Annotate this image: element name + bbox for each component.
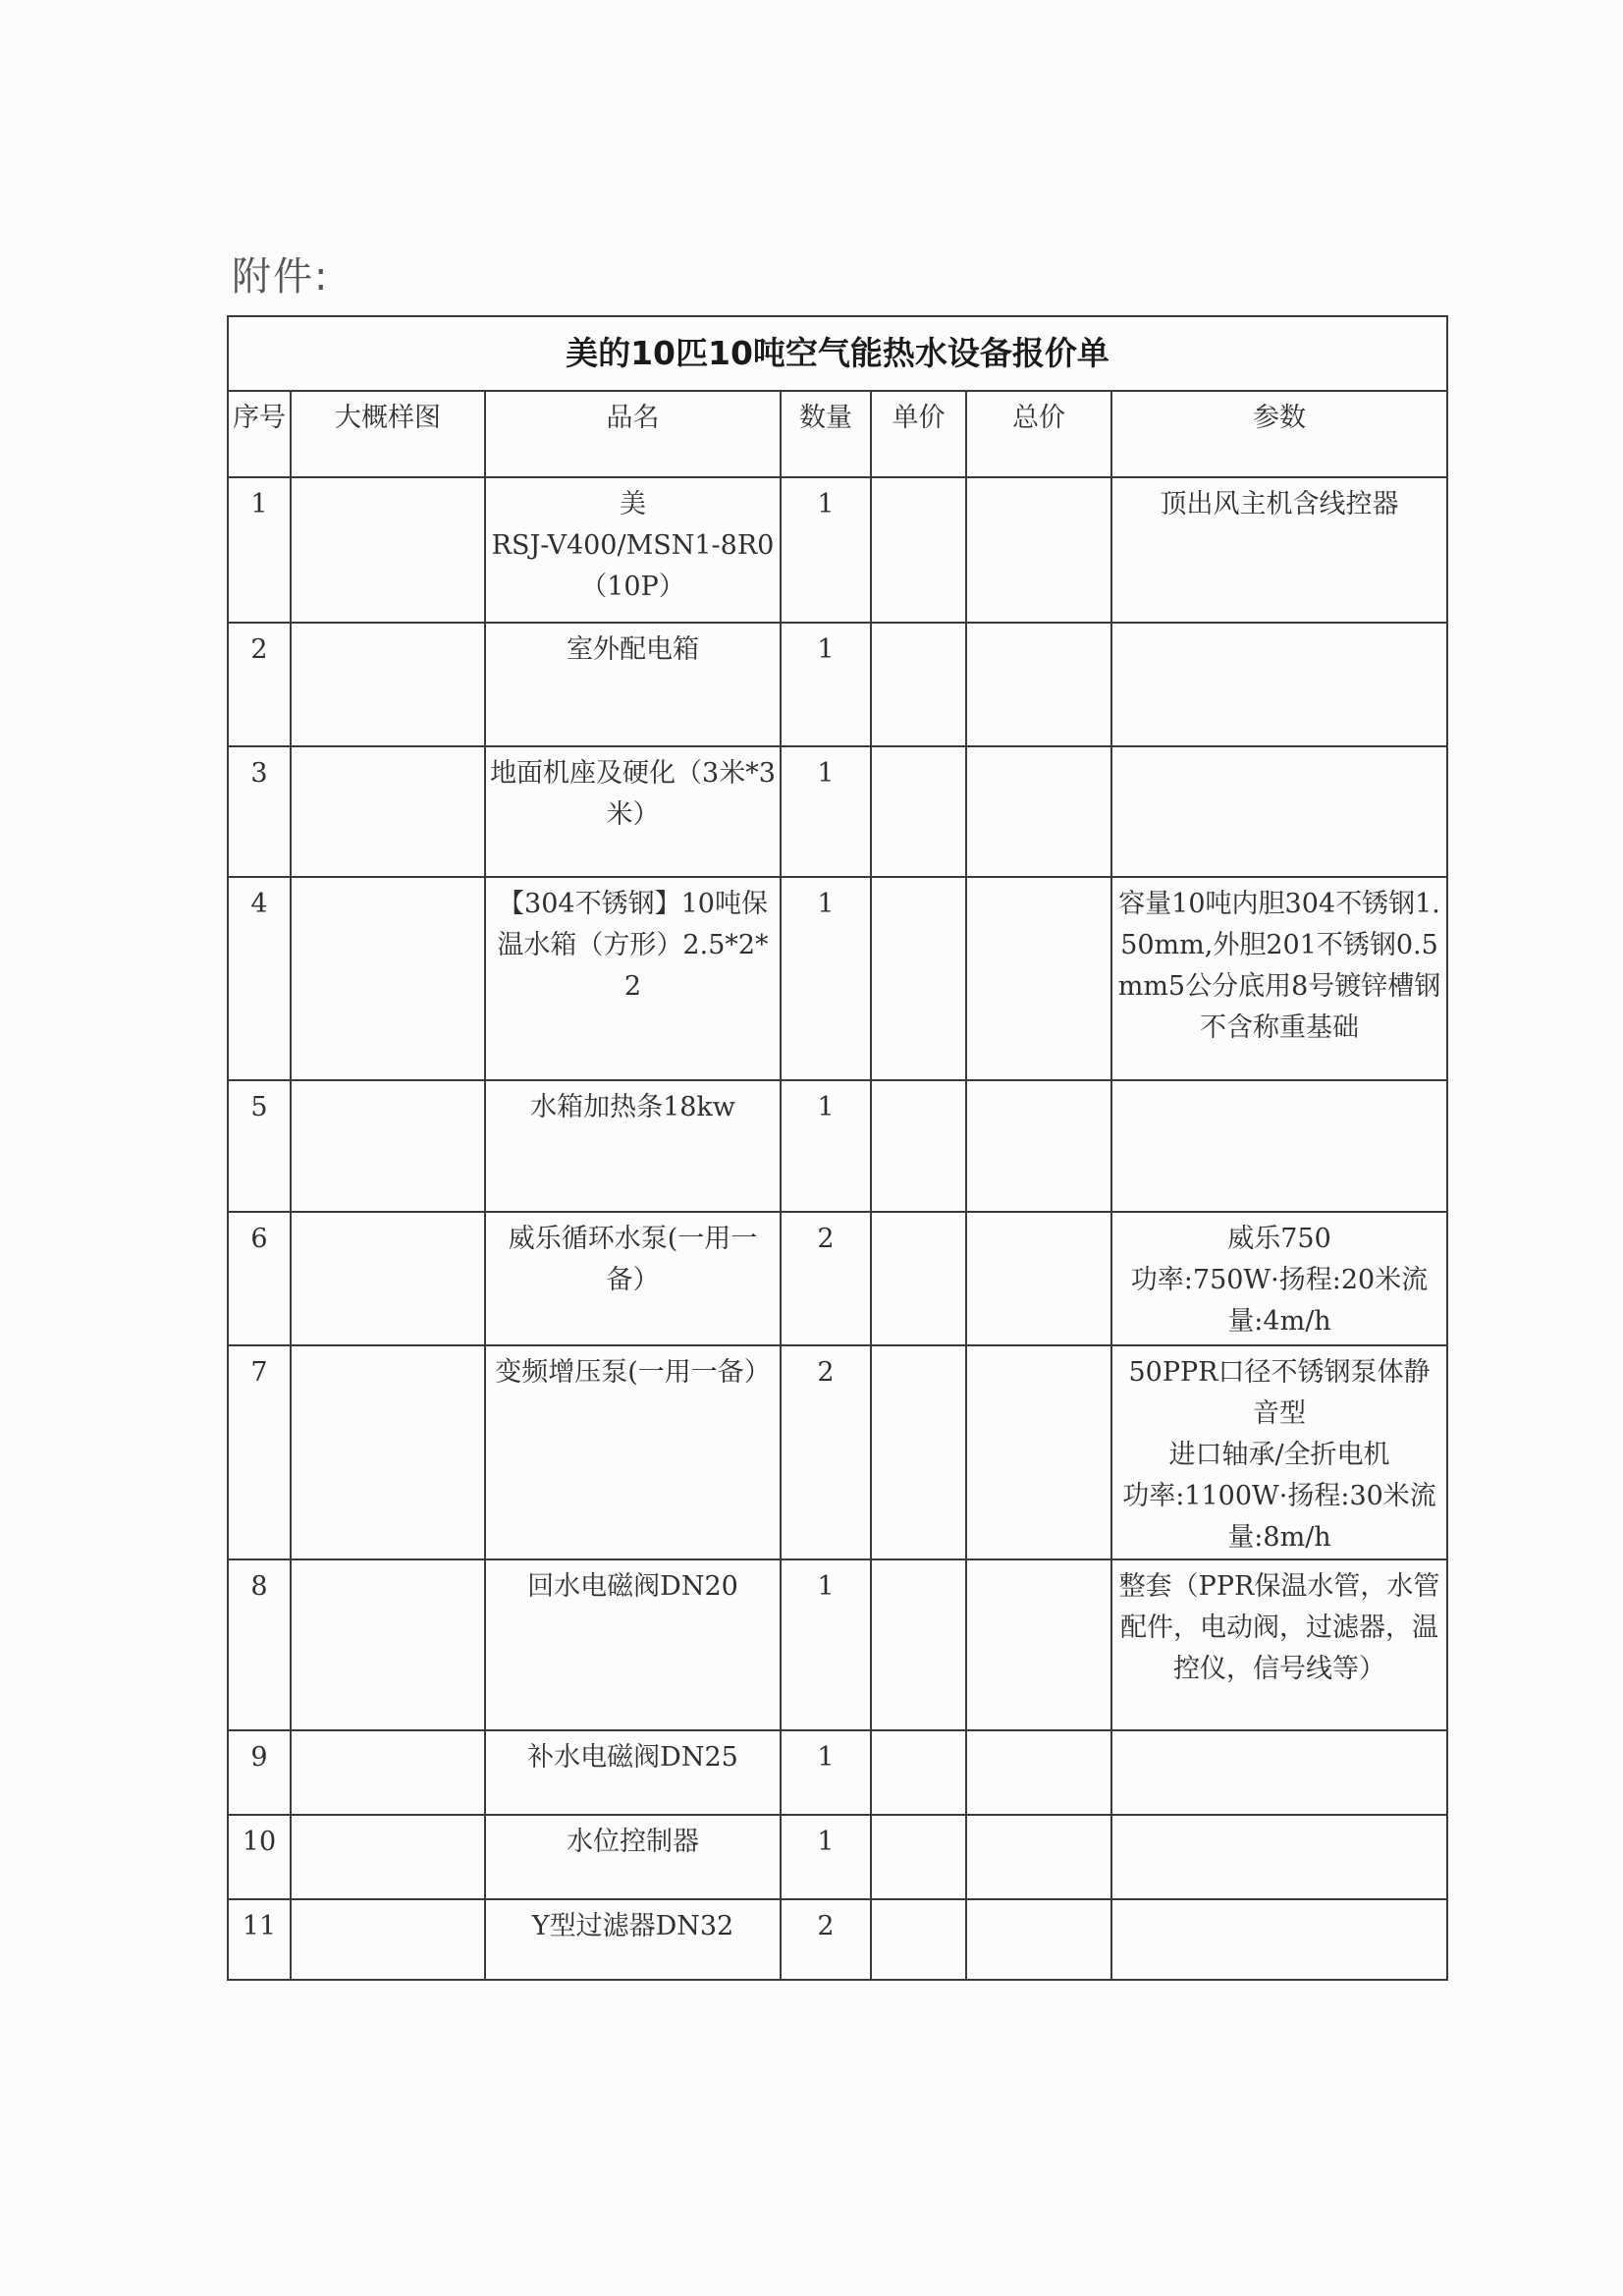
- cell-params: 50PPR口径不锈钢泵体静音型 进口轴承/全折电机 功率:1100W·扬程:30米流量:8m/h: [1111, 1345, 1447, 1559]
- cell-seq: 1: [228, 477, 291, 623]
- cell-qty: 2: [781, 1212, 871, 1345]
- cell-name: 补水电磁阀DN25: [485, 1730, 781, 1815]
- cell-unit-price: [871, 1559, 966, 1730]
- cell-total-price: [966, 1559, 1111, 1730]
- cell-image: [291, 477, 485, 623]
- table-row: [228, 1345, 1447, 1559]
- quotation-table: [227, 315, 1448, 1981]
- cell-name: 水位控制器: [485, 1815, 781, 1899]
- table-title: 美的10匹10吨空气能热水设备报价单: [228, 316, 1447, 391]
- cell-name: 地面机座及硬化（3米*3米）: [485, 746, 781, 877]
- cell-qty: 1: [781, 477, 871, 623]
- cell-name: 水箱加热条18kw: [485, 1080, 781, 1212]
- cell-unit-price: [871, 477, 966, 623]
- cell-qty: 1: [781, 746, 871, 877]
- cell-seq: 3: [228, 746, 291, 877]
- cell-params: [1111, 623, 1447, 746]
- cell-seq: 11: [228, 1899, 291, 1980]
- cell-qty: 1: [781, 1080, 871, 1212]
- cell-name: 回水电磁阀DN20: [485, 1559, 781, 1730]
- header-row: [228, 391, 1447, 477]
- cell-unit-price: [871, 1080, 966, 1212]
- cell-unit-price: [871, 1815, 966, 1899]
- cell-seq: 5: [228, 1080, 291, 1212]
- cell-qty: 2: [781, 1899, 871, 1980]
- table-row: [228, 623, 1447, 746]
- attachment-label: 附件:: [232, 254, 330, 300]
- cell-qty: 1: [781, 1559, 871, 1730]
- header-total-price: 总价: [966, 391, 1111, 477]
- header-seq: 序号: [228, 391, 291, 477]
- table-row: [228, 877, 1447, 1080]
- table-row: [228, 1212, 1447, 1345]
- table-row: [228, 477, 1447, 623]
- cell-params: 顶出风主机含线控器: [1111, 477, 1447, 623]
- cell-qty: 1: [781, 623, 871, 746]
- cell-unit-price: [871, 623, 966, 746]
- cell-total-price: [966, 1212, 1111, 1345]
- cell-unit-price: [871, 1730, 966, 1815]
- table-body: [228, 477, 1447, 1980]
- cell-seq: 9: [228, 1730, 291, 1815]
- cell-name: 室外配电箱: [485, 623, 781, 746]
- header-unit-price: 单价: [871, 391, 966, 477]
- cell-image: [291, 1815, 485, 1899]
- cell-seq: 4: [228, 877, 291, 1080]
- cell-total-price: [966, 1815, 1111, 1899]
- table-row: [228, 1815, 1447, 1899]
- cell-qty: 1: [781, 877, 871, 1080]
- cell-total-price: [966, 1345, 1111, 1559]
- cell-image: [291, 1899, 485, 1980]
- cell-params: 整套（PPR保温水管，水管配件，电动阀，过滤器，温控仪，信号线等）: [1111, 1559, 1447, 1730]
- cell-params: [1111, 1730, 1447, 1815]
- cell-image: [291, 1345, 485, 1559]
- cell-unit-price: [871, 1345, 966, 1559]
- cell-params: [1111, 1815, 1447, 1899]
- cell-params: [1111, 746, 1447, 877]
- cell-name: 威乐循环水泵(一用一备）: [485, 1212, 781, 1345]
- cell-total-price: [966, 746, 1111, 877]
- cell-total-price: [966, 477, 1111, 623]
- cell-image: [291, 1212, 485, 1345]
- cell-params: [1111, 1899, 1447, 1980]
- cell-total-price: [966, 877, 1111, 1080]
- cell-unit-price: [871, 877, 966, 1080]
- cell-total-price: [966, 1730, 1111, 1815]
- cell-seq: 10: [228, 1815, 291, 1899]
- cell-name: 美 RSJ-V400/MSN1-8R0（10P）: [485, 477, 781, 623]
- cell-params: 容量10吨内胆304不锈钢1.50mm,外胆201不锈钢0.5mm5公分底用8号镀锌槽钢不含称重基础: [1111, 877, 1447, 1080]
- table-row: [228, 1559, 1447, 1730]
- cell-unit-price: [871, 1212, 966, 1345]
- cell-qty: 1: [781, 1730, 871, 1815]
- table-row: [228, 1080, 1447, 1212]
- cell-seq: 8: [228, 1559, 291, 1730]
- cell-image: [291, 623, 485, 746]
- cell-total-price: [966, 623, 1111, 746]
- header-image: 大概样图: [291, 391, 485, 477]
- cell-total-price: [966, 1899, 1111, 1980]
- cell-image: [291, 1080, 485, 1212]
- cell-qty: 2: [781, 1345, 871, 1559]
- table-row: [228, 1730, 1447, 1815]
- cell-seq: 6: [228, 1212, 291, 1345]
- cell-params: 威乐750 功率:750W·扬程:20米流量:4m/h: [1111, 1212, 1447, 1345]
- cell-image: [291, 746, 485, 877]
- cell-image: [291, 877, 485, 1080]
- header-qty: 数量: [781, 391, 871, 477]
- table-row: [228, 1899, 1447, 1980]
- cell-name: 变频增压泵(一用一备）: [485, 1345, 781, 1559]
- table-row: [228, 746, 1447, 877]
- header-params: 参数: [1111, 391, 1447, 477]
- cell-seq: 7: [228, 1345, 291, 1559]
- cell-image: [291, 1730, 485, 1815]
- cell-image: [291, 1559, 485, 1730]
- cell-qty: 1: [781, 1815, 871, 1899]
- cell-unit-price: [871, 746, 966, 877]
- cell-seq: 2: [228, 623, 291, 746]
- cell-name: Y型过滤器DN32: [485, 1899, 781, 1980]
- cell-params: [1111, 1080, 1447, 1212]
- cell-name: 【304不锈钢】10吨保温水箱（方形）2.5*2*2: [485, 877, 781, 1080]
- cell-unit-price: [871, 1899, 966, 1980]
- header-name: 品名: [485, 391, 781, 477]
- cell-total-price: [966, 1080, 1111, 1212]
